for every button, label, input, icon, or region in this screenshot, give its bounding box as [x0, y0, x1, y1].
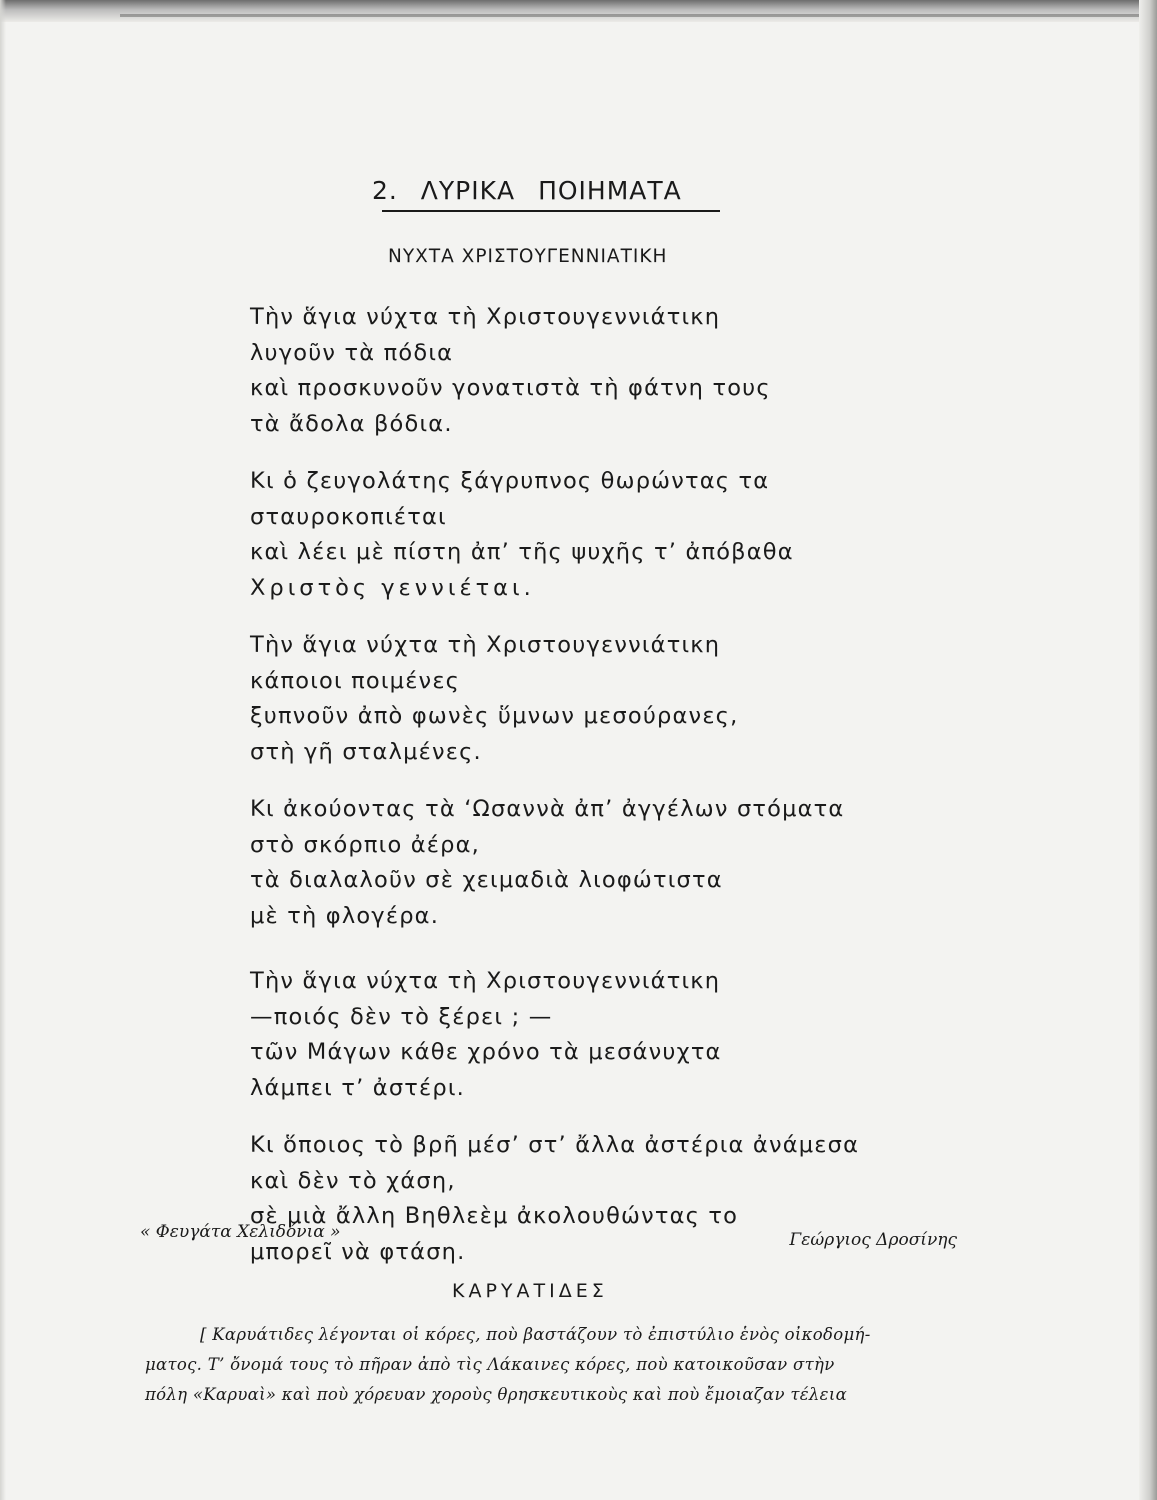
karyatides-intro: [145, 1320, 960, 1410]
poem-line: τὰ ἄδολα βόδια.: [250, 410, 453, 437]
karyatides-title: ΚΑΡΥΑΤΙΔΕΣ: [452, 1280, 608, 1302]
poem-line: Χριστὸς γεννιέται.: [250, 574, 535, 601]
poem-line: ξυπνοῦν ἀπὸ φωνὲς ὕμνων μεσούρανες,: [250, 703, 739, 729]
poem-stanza: [250, 300, 950, 442]
poem-line: Τὴν ἅγια νύχτα τὴ Χριστουγεννιάτικη: [250, 632, 721, 658]
poem-line: μὲ τὴ φλογέρα.: [250, 902, 440, 929]
poem-source: « Φευγάτα Χελιδόνια »: [140, 1222, 341, 1242]
poem-line: Κι ἀκούοντας τὰ ‘Ωσαννὰ ἀπ’ ἀγγέλων στόματα: [250, 796, 845, 822]
poem-line: σὲ μιὰ ἄλλη Βηθλεὲμ ἀκολουθώντας το: [250, 1203, 739, 1229]
page-top-edge-line: [120, 14, 1157, 17]
page-left-shadow: [0, 0, 6, 1500]
poem-line: τῶν Μάγων κάθε χρόνο τὰ μεσάνυχτα: [250, 1039, 722, 1065]
poem-line: —ποιός δὲν τὸ ξέρει ; —: [250, 1003, 553, 1030]
poem-line: σταυροκοπιέται: [250, 503, 447, 530]
section-title-underline: [382, 210, 720, 212]
poem-stanza: [250, 792, 950, 934]
poem-line: μπορεῖ νὰ φτάση.: [250, 1238, 466, 1265]
poem-line: λάμπει τ’ ἀστέρι.: [250, 1074, 466, 1101]
poem-line: Κι ὁ ζευγολάτης ξάγρυπνος θωρώντας τα: [250, 468, 770, 494]
poem-line: καὶ δὲν τὸ χάση,: [250, 1167, 456, 1194]
poem-line: Τὴν ἅγια νύχτα τὴ Χριστουγεννιάτικη: [250, 304, 721, 330]
section-title: 2. ΛΥΡΙΚΑ ΠΟΙΗΜΑΤΑ: [372, 176, 682, 205]
poem-line: Κι ὅποιος τὸ βρῆ μέσ’ στ’ ἄλλα ἀστέρια ἀνάμεσα: [250, 1132, 860, 1158]
karyatides-intro-line: [ Καρυάτιδες λέγονται οἱ κόρες, ποὺ βαστάζουν τὸ ἐπιστύλιο ἑνὸς οἰκοδομή-: [200, 1325, 871, 1344]
poem-body: [250, 300, 950, 1292]
poem-line: καὶ προσκυνοῦν γονατιστὰ τὴ φάτνη τους: [250, 375, 771, 401]
poem-author: Γεώργιος Δροσίνης: [789, 1230, 957, 1250]
poem-stanza: [250, 628, 950, 770]
poem-line: λυγοῦν τὰ πόδια: [250, 339, 454, 366]
poem-line: τὰ διαλαλοῦν σὲ χειμαδιὰ λιοφώτιστα: [250, 867, 723, 893]
poem-stanza: [250, 964, 950, 1106]
karyatides-intro-line: πόλη «Καρυαὶ» καὶ ποὺ χόρευαν χοροὺς θρησκευτικοὺς καὶ ποὺ ἔμοιαζαν τέλεια: [145, 1385, 848, 1404]
karyatides-intro-line: ματος. Τ’ ὄνομά τους τὸ πῆραν ἀπὸ τὶς Λάκαινες κόρες, ποὺ κατοικοῦσαν στὴν: [145, 1355, 835, 1374]
poem-line: καὶ λέει μὲ πίστη ἀπ’ τῆς ψυχῆς τ’ ἀπόβαθα: [250, 539, 794, 565]
page-right-edge: [1139, 0, 1157, 1500]
page-top-edge: [0, 0, 1157, 22]
poem-line: στὸ σκόρπιο ἀέρα,: [250, 831, 481, 858]
poem-stanza: [250, 464, 950, 606]
poem-line: κάποιοι ποιμένες: [250, 667, 461, 694]
poem-line: Τὴν ἅγια νύχτα τὴ Χριστουγεννιάτικη: [250, 968, 721, 994]
poem-line: στὴ γῆ σταλμένες.: [250, 738, 482, 765]
poem-title: ΝΥΧΤΑ ΧΡΙΣΤΟΥΓΕΝΝΙΑΤΙΚΗ: [388, 246, 668, 267]
